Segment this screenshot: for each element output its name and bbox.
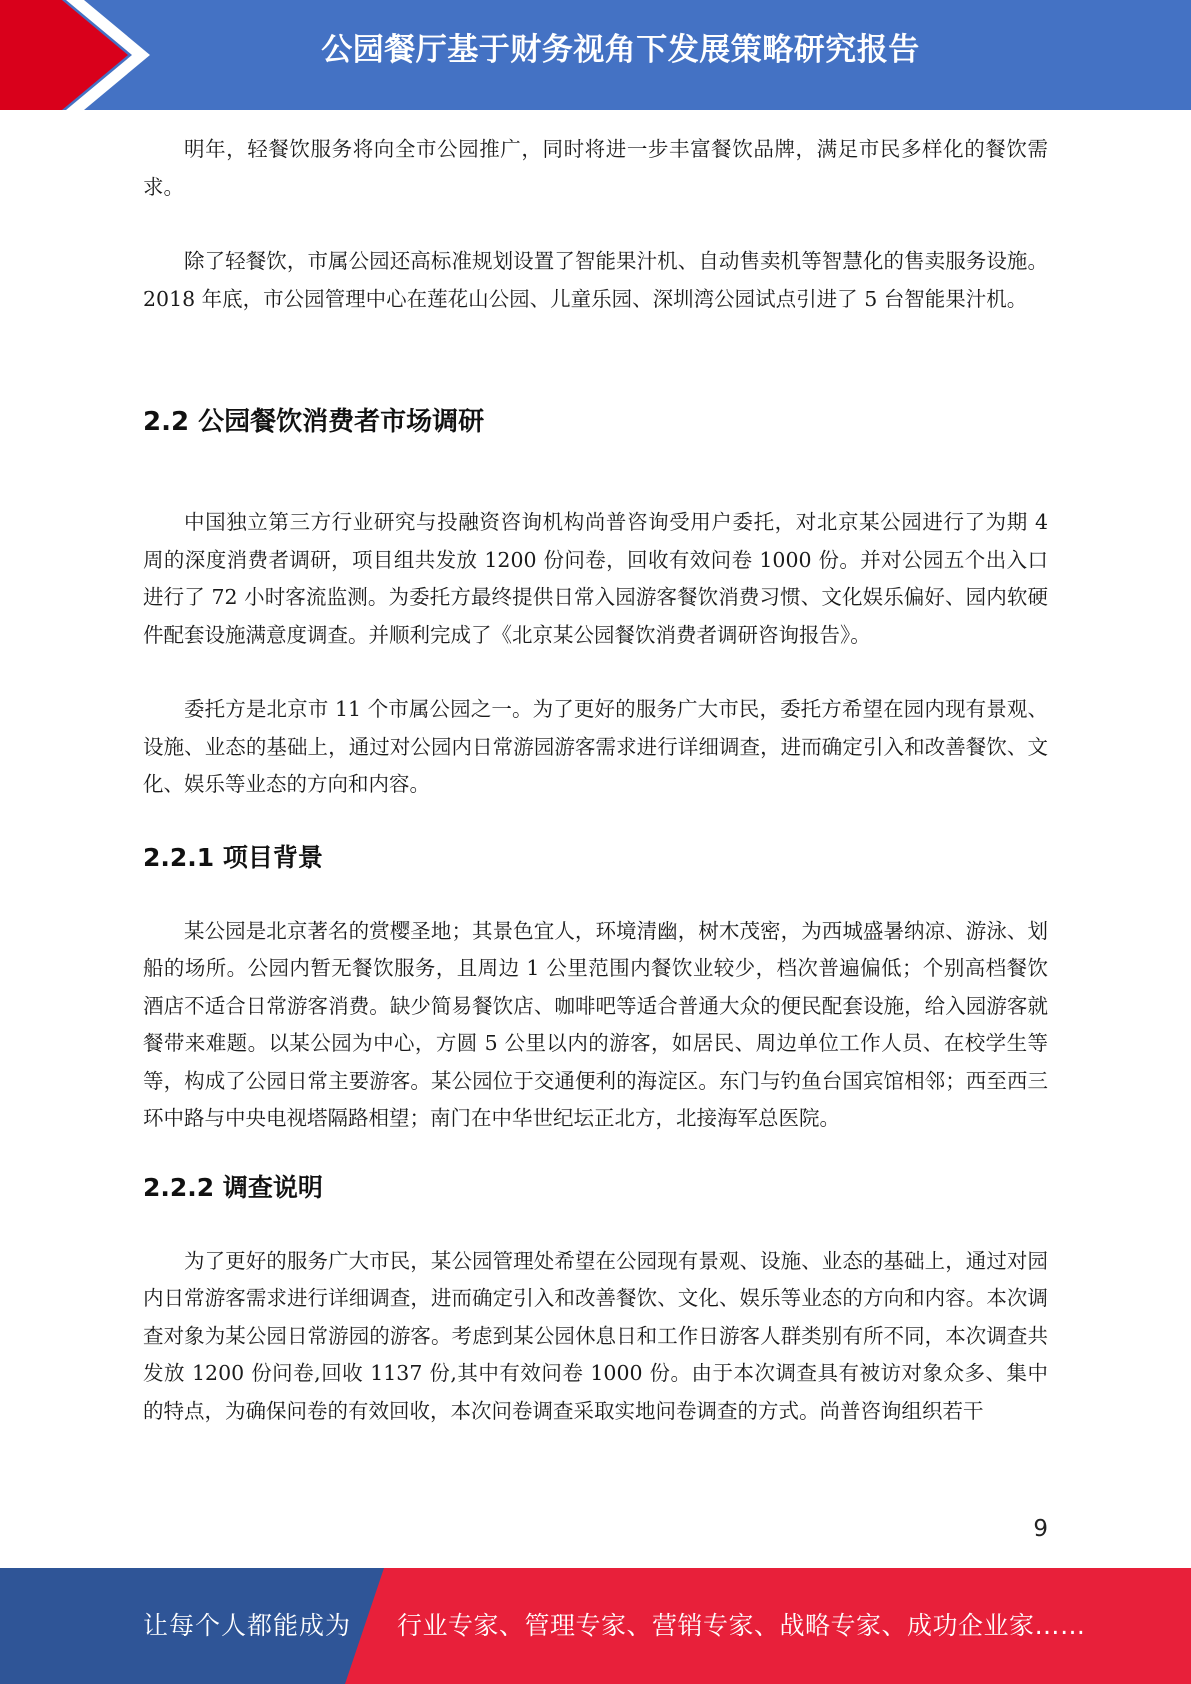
page-number: 9 [1033,1516,1048,1542]
paragraph: 除了轻餐饮，市属公园还高标准规划设置了智能果汁机、自动售卖机等智慧化的售卖服务设施。2018 年底，市公园管理中心在莲花山公园、儿童乐园、深圳湾公园试点引进了 5 台智能果汁机。 [143,249,1048,311]
paragraph: 中国独立第三方行业研究与投融资咨询机构尚普咨询受用户委托，对北京某公园进行了为期 4 周的深度消费者调研，项目组共发放 1200 份问卷，回收有效问卷 1000 份。并对公园五个出入口进行了 72 小时客流监测。为委托方最终提供日常入园游客餐饮消费习惯、文化娱乐偏好、园内软硬件配套设施满意度调查。并顺利完成了《北京某公园餐饮消费者调研咨询报告》。 [143,510,1048,647]
section-heading-2-2-2: 2.2.2 调查说明 [143,1172,323,1202]
paragraph: 为了更好的服务广大市民，某公园管理处希望在公园现有景观、设施、业态的基础上，通过对园内日常游客需求进行详细调查，进而确定引入和改善餐饮、文化、娱乐等业态的方向和内容。本次调查对象为某公园日常游园的游客。考虑到某公园休息日和工作日游客人群类别有所不同，本次调查共发放 1200 份问卷,回收 1137 份,其中有效问卷 1000 份。由于本次调查具有被访对象众多、集中的特点，为确保问卷的有效回收，本次问卷调查采取实地问卷调查的方式。尚普咨询组织若干 [143,1248,1048,1423]
page-header [0,0,1191,110]
paragraph: 委托方是北京市 11 个市属公园之一。为了更好的服务广大市民，委托方希望在园内现有景观、设施、业态的基础上，通过对公园内日常游园游客需求进行详细调查，进而确定引入和改善餐饮、文化、娱乐等业态的方向和内容。 [143,697,1048,796]
header-chevron-icon [0,0,260,110]
paragraph: 明年，轻餐饮服务将向全市公园推广，同时将进一步丰富餐饮品牌，满足市民多样化的餐饮需求。 [143,137,1048,199]
document-title: 公园餐厅基于财务视角下发展策略研究报告 [321,32,920,68]
page-footer [0,1568,1191,1684]
section-heading-2-2: 2.2 公园餐饮消费者市场调研 [143,407,485,437]
footer-slogan-left: 让每个人都能成为 [143,1611,352,1640]
paragraph: 某公园是北京著名的赏樱圣地；其景色宜人，环境清幽，树木茂密，为西城盛暑纳凉、游泳、划船的场所。公园内暂无餐饮服务，且周边 1 公里范围内餐饮业较少，档次普遍偏低；个别高档餐饮酒店不适合日常游客消费。缺少简易餐饮店、咖啡吧等适合普通大众的便民配套设施，给入园游客就餐带来难题。以某公园为中心，方圆 5 公里以内的游客，如居民、周边单位工作人员、在校学生等等，构成了公园日常主要游客。某公园位于交通便利的海淀区。东门与钓鱼台国宾馆相邻；西至西三环中路与中央电视塔隔路相望；南门在中华世纪坛正北方，北接海军总医院。 [143,918,1048,1130]
document-body [143,131,1048,1430]
section-heading-2-2-1: 2.2.1 项目背景 [143,842,323,872]
footer-slogan-right: 行业专家、管理专家、营销专家、战略专家、成功企业家…… [397,1611,1086,1640]
